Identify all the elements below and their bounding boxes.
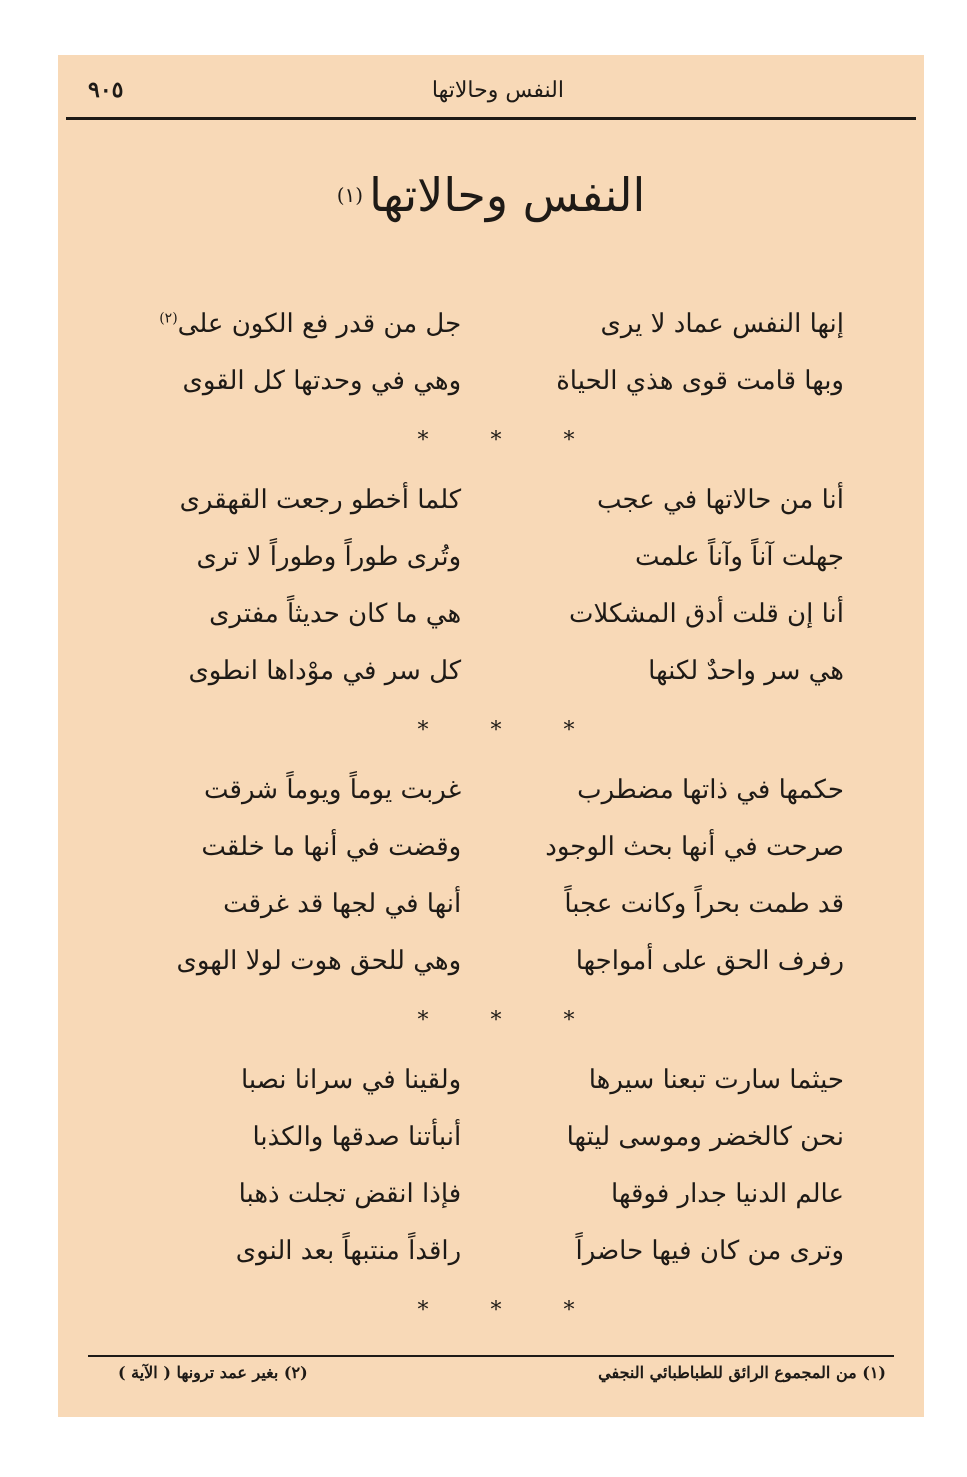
second-hemistich-text: جل من قدر فع الكون على (177, 308, 462, 339)
separator-star: * (563, 427, 575, 453)
running-title: النفس وحالاتها (431, 77, 564, 103)
stanza-separator (148, 409, 844, 471)
verse (148, 352, 844, 409)
verse (148, 528, 844, 585)
verse (148, 932, 844, 989)
first-hemistich: رفرف الحق على أمواجها (575, 945, 844, 976)
book-page (58, 55, 924, 1417)
first-hemistich: حكمها في ذاتها مضطرب (577, 774, 844, 805)
footnote-1: (١) من المجموع الرائق للطباطبائي النجفي (598, 1363, 886, 1382)
second-hemistich: كلما أخطو رجعت القهقرى (179, 484, 462, 515)
first-hemistich: عالم الدنيا جدار فوقها (611, 1178, 844, 1209)
first-hemistich: جهلت آناً وآناً علمت (635, 541, 844, 572)
footnote-2: (٢) بغير عمد ترونها ( الآية ) (118, 1363, 308, 1382)
verse (148, 1108, 844, 1165)
verse (148, 1222, 844, 1279)
verse (148, 471, 844, 528)
page-number: ٩٠٥ (88, 77, 124, 103)
separator-star: * (563, 717, 575, 743)
second-hemistich: هي ما كان حديثاً مفترى (209, 598, 462, 629)
second-hemistich: أنها في لجها قد غرقت (223, 888, 462, 919)
first-hemistich: وبها قامت قوى هذي الحياة (556, 365, 844, 396)
verse-footnote-mark: (٢) (159, 309, 178, 326)
first-hemistich: صرحت في أنها بحث الوجود (545, 831, 844, 862)
verse (148, 295, 844, 352)
first-hemistich: أنا من حالاتها في عجب (596, 484, 844, 515)
first-hemistich: وترى من كان فيها حاضراً (575, 1235, 844, 1266)
separator-star: * (417, 717, 429, 743)
verse (148, 1051, 844, 1108)
first-hemistich: قد طمت بحراً وكانت عجباً (564, 888, 844, 919)
second-hemistich: وهي في وحدتها كل القوى (182, 365, 462, 396)
stanza (148, 761, 844, 989)
second-hemistich: راقداً منتبهاً بعد النوى (235, 1235, 462, 1266)
stanza-separator (148, 699, 844, 761)
first-hemistich: هي سر واحدٌ لكنها (648, 655, 844, 686)
poem-body (148, 295, 844, 1341)
separator-star: * (563, 1007, 575, 1033)
verse (148, 875, 844, 932)
second-hemistich: وتُرى طوراً وطوراً لا ترى (196, 541, 462, 572)
title-footnote-mark: (١) (336, 183, 364, 207)
verse (148, 761, 844, 818)
first-hemistich: أنا إن قلت أدق المشكلات (568, 598, 844, 629)
separator-star: * (563, 1297, 575, 1323)
stanza-separator (148, 989, 844, 1051)
separator-star: * (490, 427, 502, 453)
first-hemistich: حيثما سارت تبعنا سيرها (588, 1064, 844, 1095)
stanza-separator (148, 1279, 844, 1341)
second-hemistich (148, 309, 461, 339)
first-hemistich: إنها النفس عماد لا يرى (600, 308, 844, 339)
footnotes (118, 1363, 886, 1382)
second-hemistich: وهي للحق هوت لولا الهوى (176, 945, 462, 976)
stanza (148, 471, 844, 699)
second-hemistich: فإذا انقض تجلت ذهبا (238, 1178, 462, 1209)
verse (148, 818, 844, 875)
poem-title-text: النفس وحالاتها (369, 168, 646, 222)
stanza (148, 1051, 844, 1279)
poem-title (58, 165, 924, 225)
verse (148, 1165, 844, 1222)
second-hemistich: وقضت في أنها ما خلقت (201, 831, 462, 862)
second-hemistich: ولقينا في سرانا نصبا (240, 1064, 462, 1095)
verse (148, 585, 844, 642)
stanza (148, 295, 844, 409)
separator-star: * (490, 717, 502, 743)
verse (148, 642, 844, 699)
second-hemistich: كل سر في موْداها انطوى (188, 655, 462, 686)
page-header (88, 73, 894, 107)
first-hemistich: نحن كالخضر وموسى ليتها (566, 1121, 844, 1152)
separator-star: * (490, 1007, 502, 1033)
header-rule (66, 117, 916, 120)
separator-star: * (417, 1007, 429, 1033)
separator-star: * (417, 427, 429, 453)
second-hemistich: غربت يوماً ويوماً شرقت (204, 774, 462, 805)
second-hemistich: أنبأتنا صدقها والكذبا (252, 1121, 462, 1152)
separator-star: * (417, 1297, 429, 1323)
separator-star: * (490, 1297, 502, 1323)
footnote-rule (88, 1355, 894, 1357)
